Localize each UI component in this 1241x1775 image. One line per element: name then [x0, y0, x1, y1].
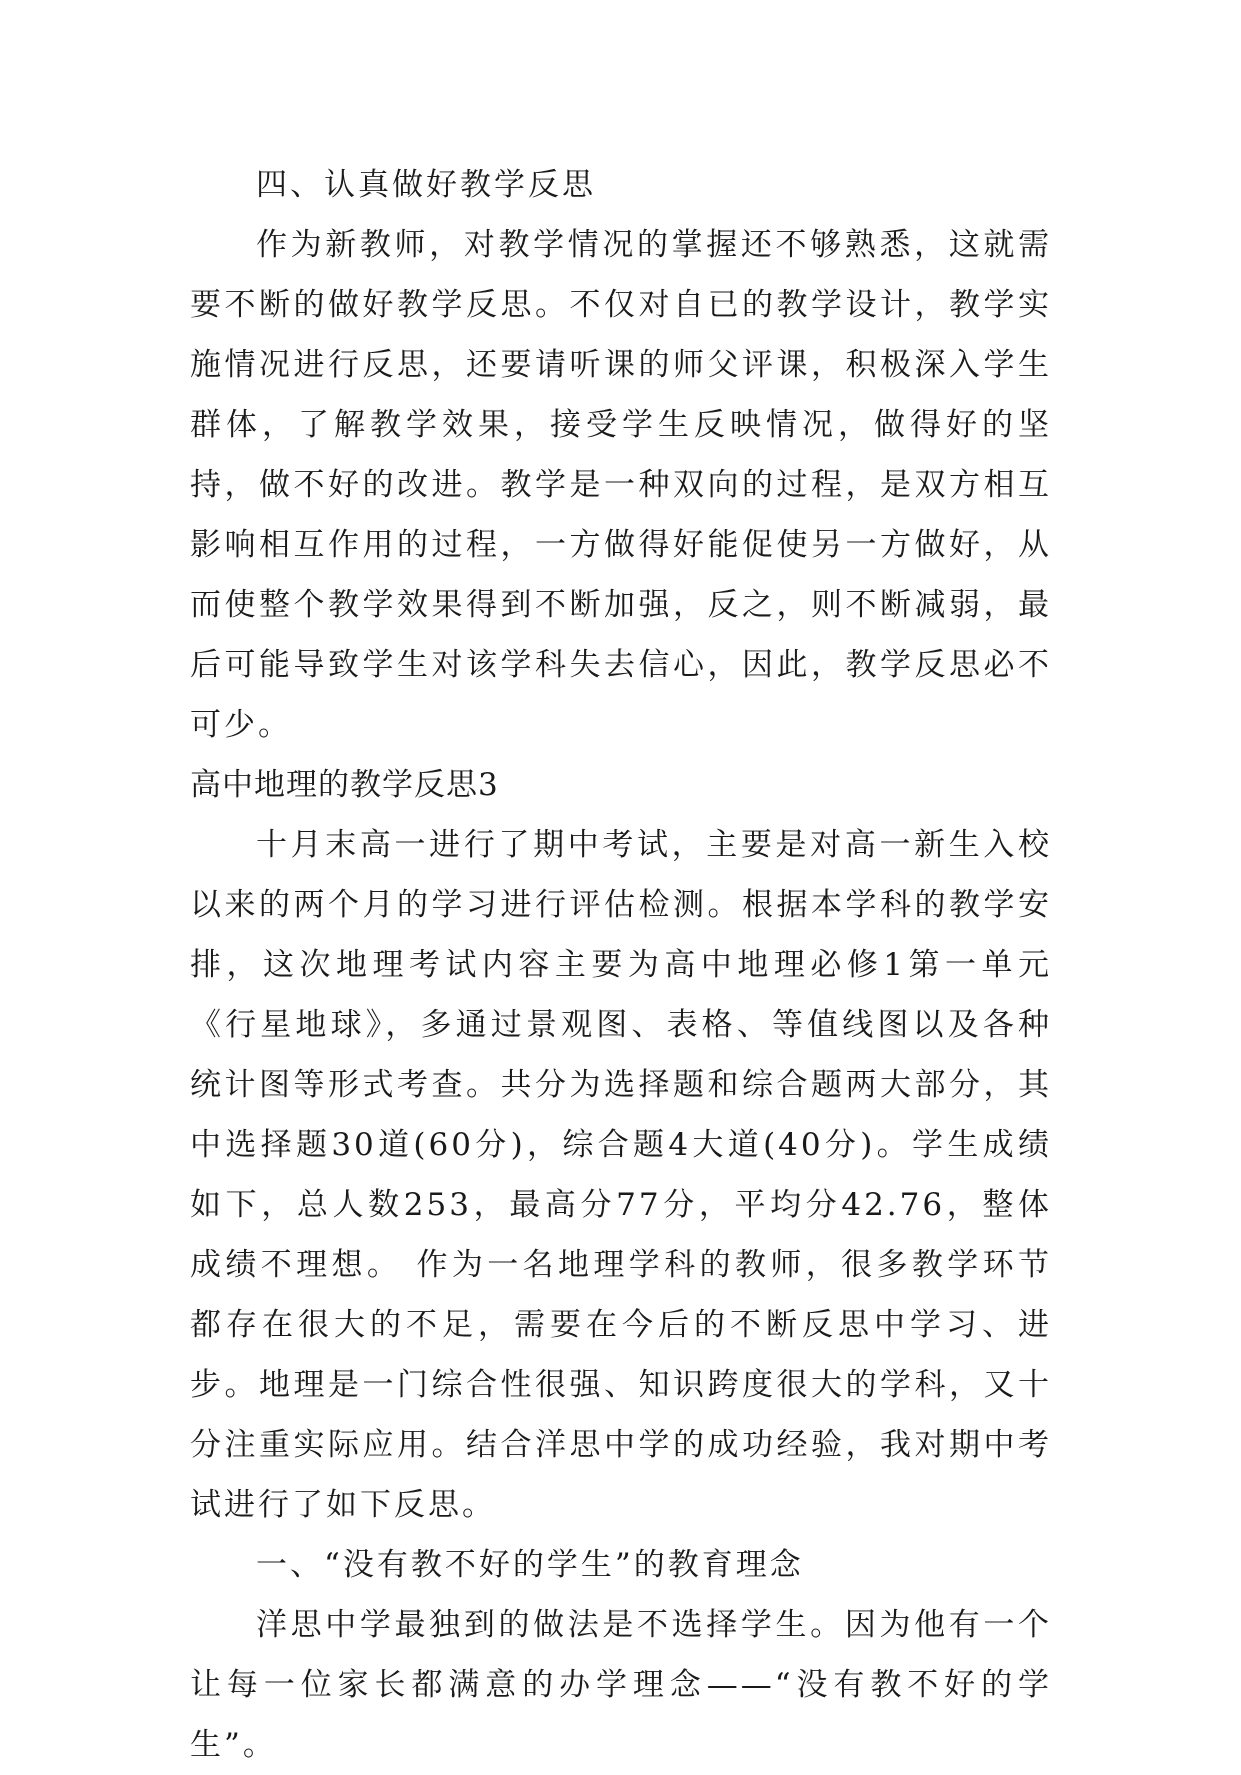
paragraph-yangsi: 洋思中学最独到的做法是不选择学生。因为他有一个让每一位家长都满意的办学理念——“没有教不好的学生”。 — [190, 1607, 1052, 1763]
paragraph-midterm: 十月末高一进行了期中考试，主要是对高一新生入校以来的两个月的学习进行评估检测。根据本学科的教学安排，这次地理考试内容主要为高中地理必修1第一单元《行星地球》，多通过景观图、表格、等值线图以及各种统计图等形式考查。共分为选择题和综合题两大部分，其中选择题30道(60分)，综合题4大道(40分)。学生成绩如下，总人数253，最高分77分，平均分42.76，整体成绩不理想。 作为一名地理学科的教师，很多教学环节都存在很大的不足，需要在今后的不断反思中学习、进步。地理是一门综合性很强、知识跨度很大的学科，又十分注重实际应用。结合洋思中学的成功经验，我对期中考试进行了如下反思。 — [190, 827, 1052, 1523]
document-body — [190, 155, 1052, 1775]
section-title: 高中地理的教学反思3 — [190, 767, 499, 803]
paragraph-reflection: 作为新教师，对教学情况的掌握还不够熟悉，这就需要不断的做好教学反思。不仅对自已的教学设计，教学实施情况进行反思，还要请听课的师父评课，积极深入学生群体，了解教学效果，接受学生反映情况，做得好的坚持，做不好的改进。教学是一种双向的过程，是双方相互影响相互作用的过程，一方做得好能促使另一方做好，从而使整个教学效果得到不断加强，反之，则不断减弱，最后可能导致学生对该学科失去信心，因此，教学反思必不可少。 — [190, 227, 1052, 743]
subheading-reflection: 四、认真做好教学反思 — [256, 167, 596, 203]
subheading-philosophy: 一、“没有教不好的学生”的教育理念 — [256, 1547, 804, 1583]
